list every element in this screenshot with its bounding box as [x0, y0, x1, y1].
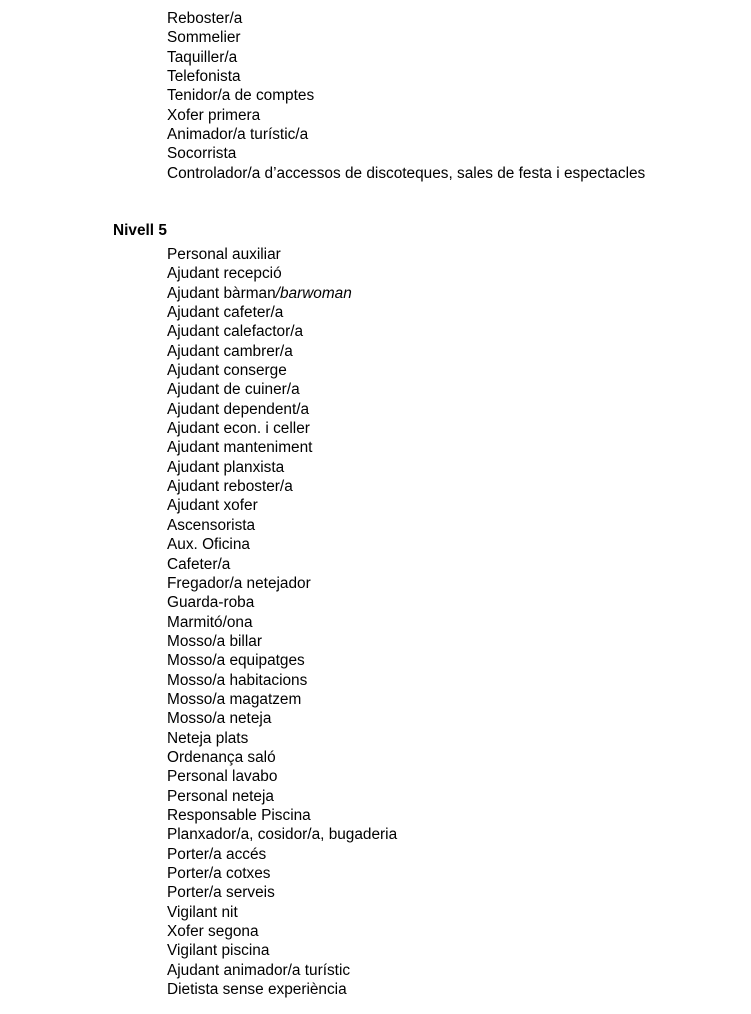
list-item: Neteja plats — [167, 729, 249, 747]
list-item: Taquiller/a — [167, 48, 238, 66]
list-item: Porter/a accés — [167, 845, 267, 863]
list-item: Ajudant planxista — [167, 458, 285, 476]
list-item: Sommelier — [167, 29, 241, 47]
list-item: Mosso/a equipatges — [167, 652, 305, 670]
list-item: Personal neteja — [167, 787, 274, 805]
job-list-nivell-5 — [167, 245, 397, 999]
list-item: Controlador/a d’accessos de discoteques, sales de festa i espectacles — [167, 164, 646, 182]
list-item: Porter/a cotxes — [167, 865, 271, 882]
list-item: Mosso/a billar — [167, 632, 262, 650]
list-item: Xofer segona — [167, 923, 259, 941]
list-item: Mosso/a habitacions — [167, 671, 308, 689]
list-item: Planxador/a, cosidor/a, bugaderia — [167, 826, 398, 844]
list-item: Fregador/a netejador — [167, 574, 311, 592]
list-item: Ajudant de cuiner/a — [167, 381, 300, 399]
list-item — [167, 284, 397, 303]
list-item: Ajudant cambrer/a — [167, 342, 293, 360]
list-item: Cafeter/a — [167, 555, 231, 573]
list-item: Ascensorista — [167, 516, 256, 534]
list-item: Ajudant manteniment — [167, 439, 313, 457]
list-item: Ajudant recepció — [167, 265, 282, 283]
list-item: Telefonista — [167, 68, 241, 86]
list-item: Mosso/a magatzem — [167, 690, 302, 708]
list-item: Vigilant piscina — [167, 942, 270, 960]
list-item: Ajudant calefactor/a — [167, 323, 304, 341]
list-item: Mosso/a neteja — [167, 710, 272, 728]
list-item: Ajudant econ. i celler — [167, 420, 310, 438]
list-item: Ajudant dependent/a — [167, 400, 310, 418]
list-item: Ajudant animador/a turístic — [167, 961, 351, 979]
list-item: Tenidor/a de comptes — [167, 87, 315, 105]
list-item: Dietista sense experiència — [167, 981, 347, 999]
list-item: Personal lavabo — [167, 768, 278, 786]
list-item: Aux. Oficina — [167, 536, 250, 554]
list-item: Reboster/a — [167, 10, 243, 27]
list-item: Vigilant nit — [167, 903, 238, 921]
list-item: Ajudant reboster/a — [167, 478, 293, 496]
list-item: Responsable Piscina — [167, 806, 311, 824]
list-item: Ordenança saló — [167, 748, 276, 766]
list-item-italic-fragment: /barwoman — [275, 284, 352, 302]
section-heading-nivell-5: Nivell 5 — [113, 222, 167, 239]
list-item: Guarda-roba — [167, 594, 255, 612]
list-item: Personal auxiliar — [167, 246, 281, 263]
list-item: Socorrista — [167, 145, 237, 163]
list-item: Porter/a serveis — [167, 884, 275, 902]
job-list-continuation — [167, 9, 645, 183]
list-item: Ajudant xofer — [167, 497, 258, 515]
list-item-fragment: Ajudant bàrman — [167, 284, 276, 302]
list-item: Ajudant cafeter/a — [167, 304, 284, 322]
list-item: Ajudant conserge — [167, 362, 287, 380]
list-item: Animador/a turístic/a — [167, 126, 309, 144]
list-item: Marmitó/ona — [167, 613, 253, 631]
list-item: Xofer primera — [167, 106, 261, 124]
